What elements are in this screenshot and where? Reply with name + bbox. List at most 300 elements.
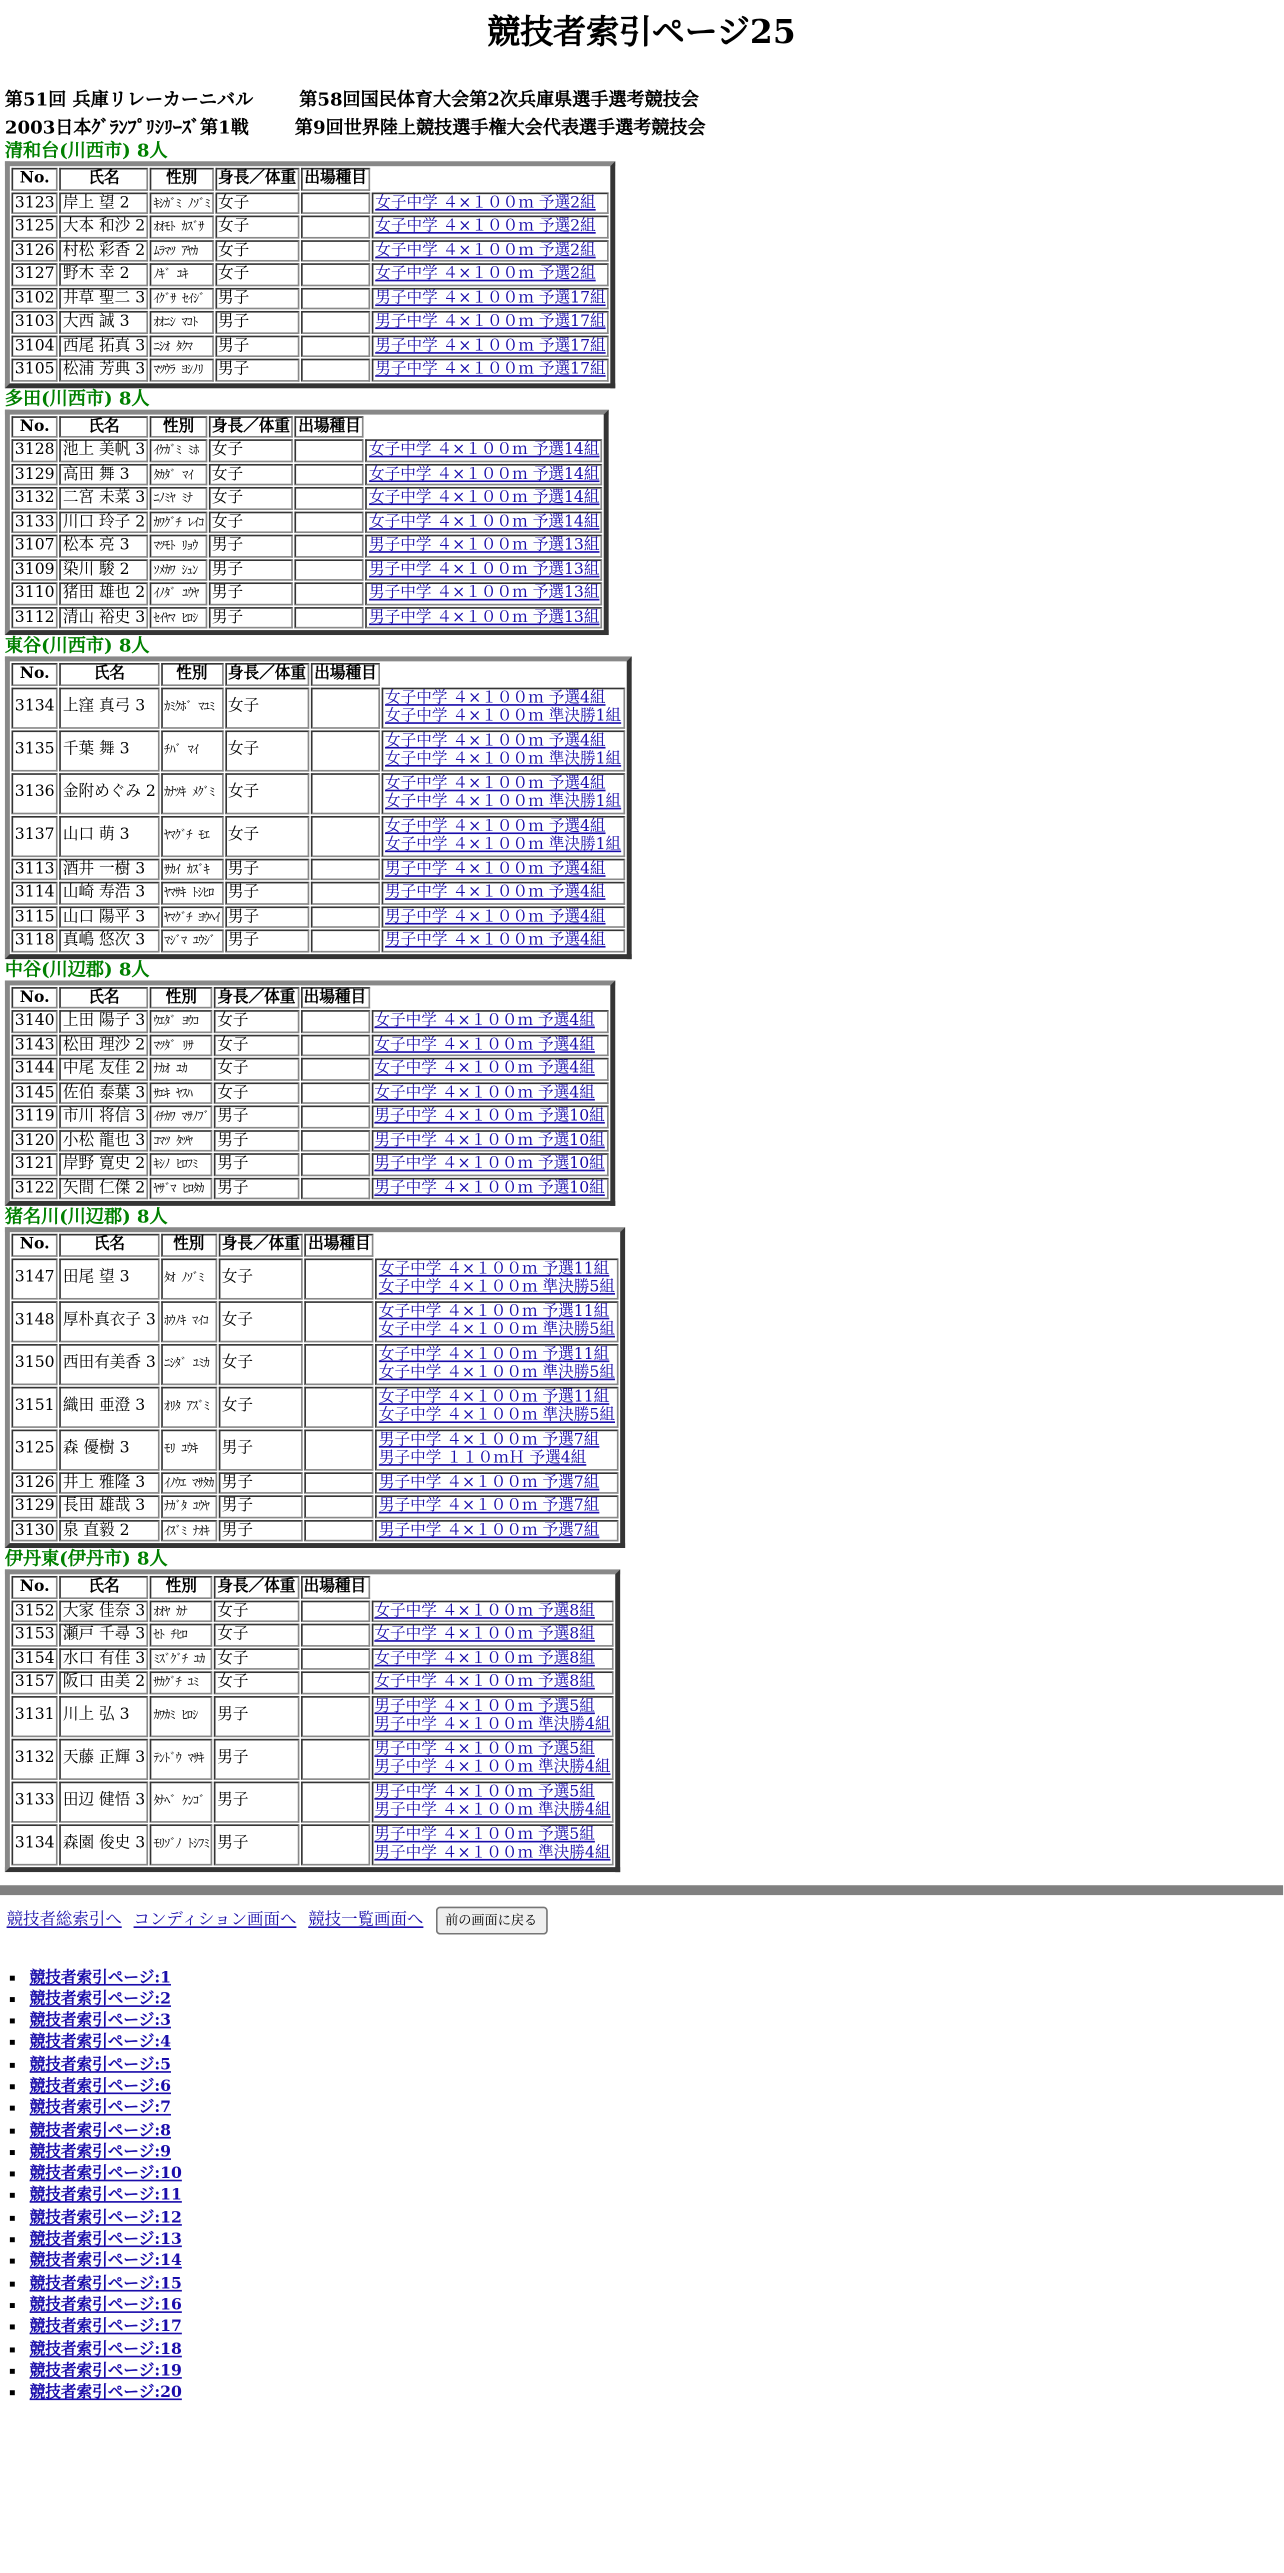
athlete-events	[371, 1010, 608, 1032]
athlete-gender: 女子	[214, 1671, 299, 1693]
athlete-kana: ﾆﾉﾐﾔ ﾐﾅ	[150, 487, 207, 509]
column-header: 氏名	[60, 663, 160, 685]
event-link[interactable]: 女子中学 ４×１００ｍ 予選14組	[369, 512, 600, 531]
athlete-kana: ｲｽﾞﾐ ﾅｵｷ	[161, 1519, 217, 1541]
event-link[interactable]: 男子中学 ４×１００ｍ 予選10組	[374, 1178, 605, 1197]
athlete-number: 3127	[12, 263, 58, 285]
athlete-size	[305, 1343, 374, 1384]
condition-link[interactable]: コンディション画面へ	[133, 1910, 297, 1929]
event-link[interactable]: 女子中学 ４×１００ｍ 準決勝5組	[378, 1363, 615, 1382]
event-link[interactable]: 女子中学 ４×１００ｍ 予選4組	[385, 774, 606, 793]
competition-line	[5, 117, 1283, 140]
table-row	[12, 730, 625, 771]
page-index-link[interactable]: 競技者索引ページ:10	[29, 2165, 182, 2184]
athlete-events	[376, 1495, 619, 1517]
athlete-size	[305, 1429, 374, 1470]
table-row	[12, 263, 609, 285]
table-row	[12, 1781, 614, 1822]
column-header: 性別	[150, 986, 212, 1008]
column-header: 身長／体重	[225, 663, 310, 685]
table-row	[12, 1671, 614, 1693]
athlete-gender: 男子	[209, 606, 294, 628]
event-link[interactable]: 男子中学 ４×１００ｍ 予選7組	[378, 1473, 600, 1492]
athlete-gender: 男子	[225, 882, 310, 904]
athlete-number: 3130	[12, 1519, 58, 1541]
athlete-events	[376, 1472, 619, 1494]
athlete-gender: 男子	[214, 1177, 299, 1199]
athlete-gender: 女子	[215, 239, 300, 261]
page-index-item	[30, 2207, 1283, 2229]
event-link[interactable]: 男子中学 ４×１００ｍ 準決勝4組	[374, 1758, 611, 1777]
athlete-gender: 男子	[214, 1695, 299, 1736]
page-index-link[interactable]: 競技者索引ページ:13	[29, 2230, 182, 2249]
athlete-events	[366, 439, 603, 461]
event-link[interactable]: 男子中学 ４×１００ｍ 予選5組	[374, 1696, 595, 1715]
athlete-gender: 女子	[215, 216, 300, 238]
athlete-number: 3119	[12, 1106, 58, 1128]
athlete-name: 市川 将信 3	[60, 1106, 149, 1128]
event-link[interactable]: 男子中学 ４×１００ｍ 予選13組	[369, 584, 600, 603]
athlete-size	[301, 216, 370, 238]
athlete-size	[300, 1695, 369, 1736]
athlete-kana: ｲｸﾞｻ ｾｲｼﾞ	[150, 287, 213, 309]
page-index-link[interactable]: 競技者索引ページ:1	[29, 1968, 171, 1987]
page-index-item	[30, 1967, 1283, 1989]
page-index-link[interactable]: 競技者索引ページ:19	[29, 2362, 182, 2381]
event-link[interactable]: 女子中学 ４×１００ｍ 準決勝5組	[378, 1406, 615, 1425]
athlete-size	[311, 929, 380, 951]
athlete-gender: 女子	[209, 487, 294, 509]
page-index-link[interactable]: 競技者索引ページ:15	[29, 2274, 182, 2293]
event-link[interactable]: 女子中学 ４×１００ｍ 準決勝1組	[385, 792, 622, 812]
athlete-events	[376, 1343, 619, 1384]
athlete-name: 矢間 仁傑 2	[60, 1177, 149, 1199]
athlete-number: 3115	[12, 906, 58, 928]
athlete-events	[371, 1082, 608, 1104]
event-link[interactable]: 女子中学 ４×１００ｍ 予選2組	[375, 241, 596, 260]
event-link[interactable]: 男子中学 ４×１００ｍ 予選4組	[385, 883, 606, 902]
athlete-gender: 女子	[214, 1058, 299, 1080]
athlete-events	[371, 1695, 614, 1736]
table-row	[12, 535, 603, 557]
event-link[interactable]: 男子中学 ４×１００ｍ 予選17組	[375, 312, 606, 331]
page-index-link[interactable]: 競技者索引ページ:14	[29, 2252, 182, 2271]
event-link[interactable]: 男子中学 ４×１００ｍ 予選17組	[375, 288, 606, 307]
page-index-link[interactable]: 競技者索引ページ:3	[29, 2012, 171, 2031]
event-link[interactable]: 女子中学 ４×１００ｍ 準決勝1組	[385, 707, 622, 726]
column-header: 性別	[150, 415, 207, 437]
athlete-size	[300, 1824, 369, 1865]
athlete-name: 清山 裕史 3	[60, 606, 149, 628]
event-link[interactable]: 男子中学 ４×１００ｍ 予選17組	[375, 360, 606, 379]
athlete-gender: 男子	[225, 906, 310, 928]
page-index-item	[30, 2032, 1283, 2054]
athlete-events	[372, 192, 609, 214]
athlete-name: 岸上 望 2	[60, 192, 149, 214]
page-index-link[interactable]: 競技者索引ページ:6	[29, 2077, 171, 2096]
athlete-name: 村松 彩香 2	[60, 239, 149, 261]
athlete-kana: ｶﾜｶﾐ ﾋﾛｼ	[150, 1695, 212, 1736]
athlete-kana: ｲﾁｶﾜ ﾏｻﾉﾌﾞ	[150, 1106, 212, 1128]
athlete-table	[5, 656, 631, 958]
athlete-gender: 男子	[214, 1781, 299, 1822]
athlete-kana: ﾆｼﾀﾞ ﾕﾐｶ	[161, 1343, 217, 1384]
athlete-gender: 男子	[214, 1129, 299, 1151]
page	[0, 5, 1283, 2404]
athlete-number: 3123	[12, 192, 58, 214]
athlete-number: 3134	[12, 687, 58, 728]
athlete-kana: ｵｵﾔ ｶﾅ	[150, 1600, 212, 1622]
athlete-size	[295, 606, 364, 628]
event-link[interactable]: 女子中学 ４×１００ｍ 予選8組	[374, 1601, 595, 1620]
event-link[interactable]: 女子中学 ４×１００ｍ 準決勝5組	[378, 1278, 615, 1297]
event-link[interactable]: 男子中学 ４×１００ｍ 予選5組	[374, 1825, 595, 1844]
athlete-number: 3157	[12, 1671, 58, 1693]
back-button[interactable]: 前の画面に戻る	[435, 1906, 547, 1934]
column-header: 身長／体重	[218, 1234, 303, 1256]
athlete-name: 長田 雄哉 3	[60, 1495, 160, 1517]
athlete-events	[371, 1177, 608, 1199]
athlete-number: 3128	[12, 439, 58, 461]
event-link[interactable]: 女子中学 ４×１００ｍ 予選8組	[374, 1625, 595, 1644]
athlete-number: 3132	[12, 487, 58, 509]
athlete-kana: ﾅｶｵ ﾕｶ	[150, 1058, 212, 1080]
athlete-name: 二宮 未菜 3	[60, 487, 149, 509]
event-link[interactable]: 女子中学 ４×１００ｍ 予選8組	[374, 1649, 595, 1668]
table-header-row	[12, 1234, 619, 1256]
table-row	[12, 1624, 614, 1646]
table-row	[12, 1695, 614, 1736]
page-index-link[interactable]: 競技者索引ページ:16	[29, 2296, 182, 2315]
table-row	[12, 1010, 609, 1032]
event-link[interactable]: 女子中学 ４×１００ｍ 予選4組	[385, 731, 606, 750]
event-link[interactable]: 男子中学 ４×１００ｍ 準決勝4組	[374, 1715, 611, 1734]
competition-name: 第58回国民体育大会第2次兵庫県選手選考競技会	[299, 88, 699, 111]
athlete-table	[5, 409, 609, 635]
table-row	[12, 287, 609, 309]
athlete-gender: 男子	[209, 559, 294, 581]
athlete-name: 千葉 舞 3	[60, 730, 160, 771]
page-index-link[interactable]: 競技者索引ページ:18	[29, 2340, 182, 2359]
athlete-size	[301, 287, 370, 309]
column-header: 氏名	[60, 168, 149, 190]
athlete-size	[300, 1034, 369, 1056]
athlete-size	[295, 487, 364, 509]
athlete-events	[382, 858, 625, 880]
athlete-events	[372, 359, 609, 381]
athlete-size	[311, 730, 380, 771]
athlete-number: 3105	[12, 359, 58, 381]
column-header: 出場種目	[311, 663, 380, 685]
athlete-name: 岸野 寛史 2	[60, 1153, 149, 1175]
athlete-name: 森園 俊史 3	[60, 1824, 149, 1865]
event-link[interactable]: 男子中学 ４×１００ｍ 予選4組	[385, 859, 606, 878]
table-row	[12, 216, 609, 238]
athlete-kana: ｳｴﾀﾞ ﾖｳｺ	[150, 1010, 212, 1032]
athlete-kana: ｺﾏﾂ ﾀﾂﾔ	[150, 1129, 212, 1151]
athlete-events	[372, 335, 609, 357]
athlete-kana: ﾏﾂﾓﾄ ﾘｮｳ	[150, 535, 207, 557]
athlete-events	[376, 1519, 619, 1541]
page-index-link[interactable]: 競技者索引ページ:5	[29, 2055, 171, 2074]
table-row	[12, 1738, 614, 1779]
athlete-name: 森 優樹 3	[60, 1429, 160, 1470]
athlete-size	[305, 1386, 374, 1427]
event-link[interactable]: 女子中学 ４×１００ｍ 予選11組	[378, 1302, 610, 1321]
event-link[interactable]: 男子中学 ４×１００ｍ 準決勝4組	[374, 1844, 611, 1863]
event-link[interactable]: 女子中学 ４×１００ｍ 予選2組	[375, 193, 596, 212]
athlete-kana: ｾﾄ ﾁﾋﾛ	[150, 1624, 212, 1646]
page-index-link[interactable]: 競技者索引ページ:7	[29, 2099, 171, 2118]
athlete-events	[366, 463, 603, 485]
athlete-gender: 女子	[215, 192, 300, 214]
event-link[interactable]: 女子中学 ４×１００ｍ 予選11組	[378, 1259, 610, 1278]
page-index-link[interactable]: 競技者索引ページ:11	[29, 2187, 182, 2206]
page-index-link[interactable]: 競技者索引ページ:8	[29, 2121, 171, 2140]
event-list-link[interactable]: 競技一覧画面へ	[308, 1910, 424, 1929]
column-header: 氏名	[60, 986, 149, 1008]
athlete-number: 3125	[12, 216, 58, 238]
table-row	[12, 1343, 619, 1384]
event-link[interactable]: 女子中学 ４×１００ｍ 予選4組	[385, 688, 606, 707]
event-link[interactable]: 女子中学 ４×１００ｍ 準決勝1組	[385, 750, 622, 769]
athlete-gender: 男子	[209, 582, 294, 604]
athlete-size	[300, 1624, 369, 1646]
athlete-table	[5, 1227, 625, 1548]
athlete-kana: ｶﾐｸﾎﾞ ﾏﾕﾐ	[161, 687, 223, 728]
page-index-item	[30, 2054, 1283, 2076]
athlete-number: 3113	[12, 858, 58, 880]
event-link[interactable]: 男子中学 １１０ｍＨ 予選4組	[378, 1449, 587, 1468]
table-header-row	[12, 168, 609, 190]
event-link[interactable]: 男子中学 ４×１００ｍ 予選7組	[378, 1430, 600, 1449]
athlete-size	[295, 511, 364, 533]
athlete-number: 3136	[12, 772, 58, 813]
athlete-size	[300, 1010, 369, 1032]
event-link[interactable]: 女子中学 ４×１００ｍ 予選8組	[374, 1673, 595, 1692]
table-row	[12, 906, 625, 928]
athlete-number: 3118	[12, 929, 58, 951]
athlete-events	[366, 606, 603, 628]
event-link[interactable]: 男子中学 ４×１００ｍ 予選10組	[374, 1107, 605, 1126]
page-index-link[interactable]: 競技者索引ページ:20	[29, 2383, 182, 2402]
athlete-events	[371, 1781, 614, 1822]
athlete-events	[382, 929, 625, 951]
total-index-link[interactable]: 競技者総索引へ	[6, 1910, 122, 1929]
athlete-name: 酒井 一樹 3	[60, 858, 160, 880]
athlete-name: 川上 弘 3	[60, 1695, 149, 1736]
column-header: 出場種目	[300, 1576, 369, 1598]
event-link[interactable]: 男子中学 ４×１００ｍ 予選10組	[374, 1131, 605, 1150]
page-index-item	[30, 2164, 1283, 2186]
table-row	[12, 1472, 619, 1494]
athlete-kana: ﾔﾏｸﾞﾁ ﾓｴ	[161, 815, 223, 856]
event-link[interactable]: 女子中学 ４×１００ｍ 準決勝1組	[385, 835, 622, 854]
athlete-number: 3151	[12, 1386, 58, 1427]
page-index-item	[30, 2076, 1283, 2098]
competition-line	[5, 89, 1283, 112]
athlete-number: 3153	[12, 1624, 58, 1646]
event-link[interactable]: 男子中学 ４×１００ｍ 予選13組	[369, 536, 600, 555]
page-index-link[interactable]: 競技者索引ページ:12	[29, 2208, 182, 2228]
athlete-gender: 女子	[214, 1624, 299, 1646]
event-link[interactable]: 男子中学 ４×１００ｍ 予選4組	[385, 907, 606, 926]
table-row	[12, 1495, 619, 1517]
athlete-gender: 女子	[215, 263, 300, 285]
athlete-kana: ﾁﾊﾞ ﾏｲ	[161, 730, 223, 771]
event-link[interactable]: 男子中学 ４×１００ｍ 予選13組	[369, 560, 600, 579]
athlete-number: 3129	[12, 1495, 58, 1517]
athlete-number: 3148	[12, 1300, 58, 1341]
athlete-name: 織田 亜澄 3	[60, 1386, 160, 1427]
athlete-name: 西尾 拓真 3	[60, 335, 149, 357]
athlete-size	[295, 439, 364, 461]
athlete-events	[366, 487, 603, 509]
event-link[interactable]: 男子中学 ４×１００ｍ 予選7組	[378, 1497, 600, 1516]
table-row	[12, 1034, 609, 1056]
athlete-kana: ﾑﾗﾏﾂ ｱﾔｶ	[150, 239, 213, 261]
athlete-gender: 女子	[225, 815, 310, 856]
athlete-name: 瀬戸 千尋 3	[60, 1624, 149, 1646]
page-index-link[interactable]: 競技者索引ページ:9	[29, 2143, 171, 2162]
event-link[interactable]: 女子中学 ４×１００ｍ 予選2組	[375, 217, 596, 236]
athlete-number: 3134	[12, 1824, 58, 1865]
athlete-events	[376, 1429, 619, 1470]
athlete-number: 3104	[12, 335, 58, 357]
athlete-number: 3154	[12, 1648, 58, 1670]
athlete-number: 3109	[12, 559, 58, 581]
page-index-item	[30, 2295, 1283, 2317]
event-link[interactable]: 女子中学 ４×１００ｍ 予選4組	[374, 1035, 595, 1054]
event-link[interactable]: 女子中学 ４×１００ｍ 準決勝5組	[378, 1321, 615, 1340]
separator	[0, 1884, 1283, 1894]
athlete-events	[376, 1300, 619, 1341]
table-row	[12, 815, 625, 856]
table-row	[12, 1824, 614, 1865]
event-link[interactable]: 女子中学 ４×１００ｍ 予選4組	[385, 816, 606, 835]
athlete-number: 3126	[12, 1472, 58, 1494]
page-index-list	[0, 1967, 1283, 2404]
bottom-nav	[7, 1904, 1284, 1934]
event-link[interactable]: 女子中学 ４×１００ｍ 予選14組	[369, 464, 600, 483]
athlete-kana: ﾏﾂﾀﾞ ﾘｻ	[150, 1034, 212, 1056]
athlete-gender: 男子	[225, 858, 310, 880]
page-index-link[interactable]: 競技者索引ページ:17	[29, 2318, 182, 2337]
athlete-gender: 女子	[225, 772, 310, 813]
event-link[interactable]: 男子中学 ４×１００ｍ 予選4組	[385, 931, 606, 950]
athlete-name: 天藤 正輝 3	[60, 1738, 149, 1779]
athlete-size	[300, 1781, 369, 1822]
event-link[interactable]: 男子中学 ４×１００ｍ 予選17組	[375, 336, 606, 355]
athlete-gender: 男子	[215, 311, 300, 333]
event-link[interactable]: 男子中学 ４×１００ｍ 予選5組	[374, 1739, 595, 1758]
column-header: 身長／体重	[214, 986, 299, 1008]
athlete-name: 染川 駿 2	[60, 559, 149, 581]
athlete-name: 阪口 由美 2	[60, 1671, 149, 1693]
athlete-number: 3102	[12, 287, 58, 309]
athlete-kana: ﾐｽﾞｸﾞﾁ ﾕｶ	[150, 1648, 212, 1670]
table-row	[12, 1106, 609, 1128]
athlete-name: 松浦 芳典 3	[60, 359, 149, 381]
event-link[interactable]: 女子中学 ４×１００ｍ 予選4組	[374, 1059, 595, 1078]
athlete-kana: ｻｴｷ ﾔｽﾊ	[150, 1082, 212, 1104]
athlete-events	[382, 882, 625, 904]
athlete-kana: ﾔﾏｸﾞﾁ ﾖｳﾍｲ	[161, 906, 223, 928]
event-link[interactable]: 男子中学 ４×１００ｍ 予選13組	[369, 607, 600, 626]
event-link[interactable]: 女子中学 ４×１００ｍ 予選2組	[375, 264, 596, 284]
athlete-events	[382, 772, 625, 813]
school-heading: 多田(川西市) 8人	[4, 387, 150, 409]
athlete-gender: 女子	[209, 439, 294, 461]
athlete-kana: ﾓﾘ ﾕｳｷ	[161, 1429, 217, 1470]
athlete-gender: 男子	[225, 929, 310, 951]
athlete-size	[301, 311, 370, 333]
event-link[interactable]: 男子中学 ４×１００ｍ 準決勝4組	[374, 1801, 611, 1820]
event-link[interactable]: 女子中学 ４×１００ｍ 予選14組	[369, 488, 600, 507]
event-link[interactable]: 男子中学 ４×１００ｍ 予選10組	[374, 1154, 605, 1173]
athlete-number: 3145	[12, 1082, 58, 1104]
athlete-events	[382, 815, 625, 856]
athlete-gender: 男子	[214, 1153, 299, 1175]
athlete-kana: ﾏｼﾞﾏ ﾕｳｼﾞ	[161, 929, 223, 951]
athlete-events	[376, 1258, 619, 1299]
page-index-link[interactable]: 競技者索引ページ:2	[29, 1990, 171, 2009]
athlete-gender: 女子	[218, 1386, 303, 1427]
column-header: 出場種目	[300, 986, 369, 1008]
athlete-number: 3122	[12, 1177, 58, 1199]
table-row	[12, 1082, 609, 1104]
event-link[interactable]: 女子中学 ４×１００ｍ 予選4組	[374, 1011, 595, 1030]
event-link[interactable]: 男子中学 ４×１００ｍ 予選5組	[374, 1782, 595, 1801]
page-index-item	[30, 2098, 1283, 2120]
athlete-gender: 女子	[214, 1600, 299, 1622]
table-row	[12, 1300, 619, 1341]
table-row	[12, 1600, 614, 1622]
athlete-size	[300, 1082, 369, 1104]
athlete-number: 3137	[12, 815, 58, 856]
column-header: 身長／体重	[215, 168, 300, 190]
athlete-number: 3133	[12, 511, 58, 533]
athlete-number: 3144	[12, 1058, 58, 1080]
school-heading: 伊丹東(伊丹市) 8人	[4, 1548, 168, 1570]
event-link[interactable]: 女子中学 ４×１００ｍ 予選14組	[369, 440, 600, 460]
athlete-gender: 男子	[215, 287, 300, 309]
event-link[interactable]: 男子中学 ４×１００ｍ 予選7組	[378, 1520, 600, 1539]
table-row	[12, 929, 625, 951]
page-index-item	[30, 2010, 1283, 2032]
athlete-table	[5, 1569, 620, 1871]
page-index-item	[30, 2251, 1283, 2273]
athlete-events	[376, 1386, 619, 1427]
athlete-number: 3150	[12, 1343, 58, 1384]
page-index-item	[30, 2317, 1283, 2339]
event-link[interactable]: 女子中学 ４×１００ｍ 予選11組	[378, 1344, 610, 1363]
athlete-gender: 女子	[225, 730, 310, 771]
column-header: No.	[12, 1576, 58, 1598]
event-link[interactable]: 女子中学 ４×１００ｍ 予選4組	[374, 1083, 595, 1102]
event-link[interactable]: 女子中学 ４×１００ｍ 予選11組	[378, 1387, 610, 1406]
athlete-gender: 男子	[214, 1106, 299, 1128]
athlete-name: 井上 雅隆 3	[60, 1472, 160, 1494]
athlete-gender: 女子	[214, 1648, 299, 1670]
table-row	[12, 858, 625, 880]
athlete-size	[300, 1671, 369, 1693]
athlete-number: 3133	[12, 1781, 58, 1822]
table-row	[12, 487, 603, 509]
athlete-name: 野木 幸 2	[60, 263, 149, 285]
page-index-link[interactable]: 競技者索引ページ:4	[29, 2033, 171, 2053]
athlete-kana: ｵﾘﾀ ｱｽﾞﾐ	[161, 1386, 217, 1427]
